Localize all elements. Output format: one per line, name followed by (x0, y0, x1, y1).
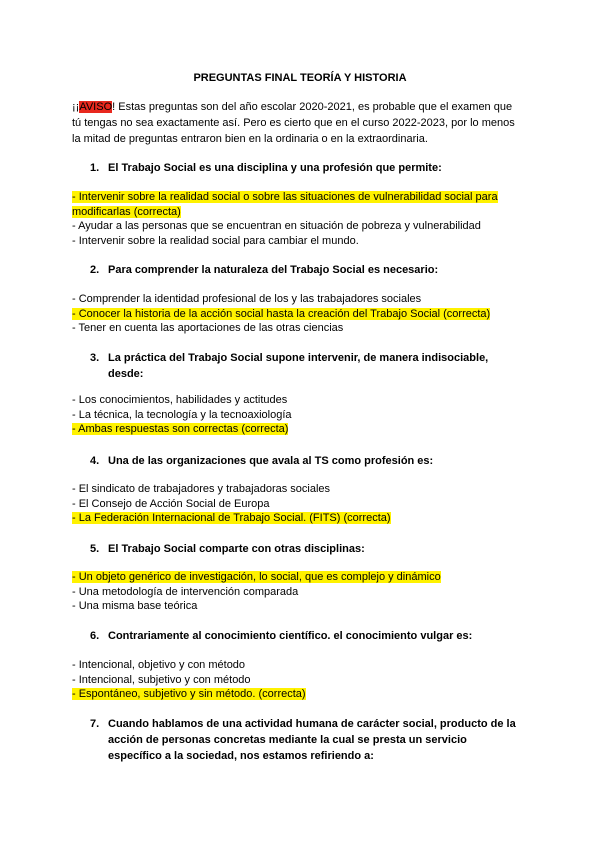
question-number: 3. (90, 352, 100, 364)
question-5-heading (90, 541, 520, 557)
question-text: El Trabajo Social comparte con otras disciplinas: (108, 543, 365, 555)
question-number: 1. (90, 162, 100, 174)
option: - Intencional, objetivo y con método (72, 659, 246, 671)
option: - La técnica, la tecnología y la tecnoaxiología (72, 408, 292, 421)
intro-prefix: ¡¡ (72, 101, 80, 113)
option: - Comprender la identidad profesional de los y las trabajadores sociales (72, 293, 422, 305)
question-number: 5. (90, 543, 100, 555)
option-correct: - Intervenir sobre la realidad social o sobre las situaciones de vulnerabilidad social para (72, 191, 498, 203)
option: - Intencional, subjetivo y con método (72, 673, 251, 686)
option-correct: - Ambas respuestas son correctas (correcta) (72, 423, 289, 435)
question-4-heading (90, 453, 520, 469)
question-text: Contrariamente al conocimiento científico. el conocimiento vulgar es: (108, 630, 473, 642)
question-text: La práctica del Trabajo Social supone intervenir, de manera indisociable, desde: (108, 352, 489, 380)
option: - Una metodología de intervención comparada (72, 585, 299, 598)
intro-notice (72, 99, 532, 147)
option-correct-cont: modificarlas (correcta) (72, 205, 181, 218)
option: - Ayudar a las personas que se encuentran en situación de pobreza y vulnerabilidad (72, 220, 481, 232)
option-correct: - Un objeto genérico de investigación, lo social, que es complejo y dinámico (72, 571, 441, 583)
question-1-options (72, 190, 532, 248)
intro-line-1 (72, 99, 532, 115)
question-4-options (72, 482, 532, 526)
question-number: 2. (90, 264, 100, 276)
question-number: 6. (90, 630, 100, 642)
page-title: PREGUNTAS FINAL TEORÍA Y HISTORIA (193, 72, 407, 84)
option: - Los conocimientos, habilidades y actitudes (72, 394, 288, 406)
option-correct: - La Federación Internacional de Trabajo Social. (FITS) (correcta) (72, 512, 391, 524)
question-7-heading (90, 716, 520, 764)
question-2-heading (90, 262, 520, 278)
question-3-options (72, 393, 532, 437)
question-text: Cuando hablamos de una actividad humana de carácter social, producto de la acción de personas concretas mediante la cual se presta un servicio específico a la sociedad, nos estamos refiriendo a: (108, 718, 516, 762)
question-1-heading (90, 160, 520, 176)
question-6-options (72, 658, 532, 702)
option: - Tener en cuenta las aportaciones de las otras ciencias (72, 322, 344, 334)
intro-line-2: tú tengas no sea exactamente así. Pero es cierto que en el curso 2022-2023, por lo menos (72, 117, 515, 129)
question-text: Una de las organizaciones que avala al TS como profesión es: (108, 455, 434, 467)
question-text: Para comprender la naturaleza del Trabajo Social es necesario: (108, 264, 439, 276)
question-number: 7. (90, 718, 100, 730)
option: - El sindicato de trabajadores y trabajadoras sociales (72, 483, 331, 495)
question-3-heading (90, 350, 520, 382)
question-2-options (72, 292, 532, 336)
option-correct: - Conocer la historia de la acción social hasta la creación del Trabajo Social (correcta) (72, 307, 491, 320)
question-text: El Trabajo Social es una disciplina y una profesión que permite: (108, 162, 442, 174)
intro-line-3: la mitad de preguntas entraron bien en la ordinaria o en la extraordinaria. (72, 133, 428, 145)
option-correct: - Espontáneo, subjetivo y sin método. (correcta) (72, 688, 306, 700)
intro-line-1-text: ! Estas preguntas son del año escolar 2020-2021, es probable que el examen que (112, 101, 513, 113)
option: - Intervenir sobre la realidad social para cambiar el mundo. (72, 234, 359, 247)
option: - El Consejo de Acción Social de Europa (72, 497, 270, 510)
option: - Una misma base teórica (72, 600, 198, 612)
aviso-label: AVISO (79, 101, 113, 113)
question-number: 4. (90, 455, 100, 467)
question-6-heading (90, 628, 520, 644)
question-5-options (72, 570, 532, 614)
